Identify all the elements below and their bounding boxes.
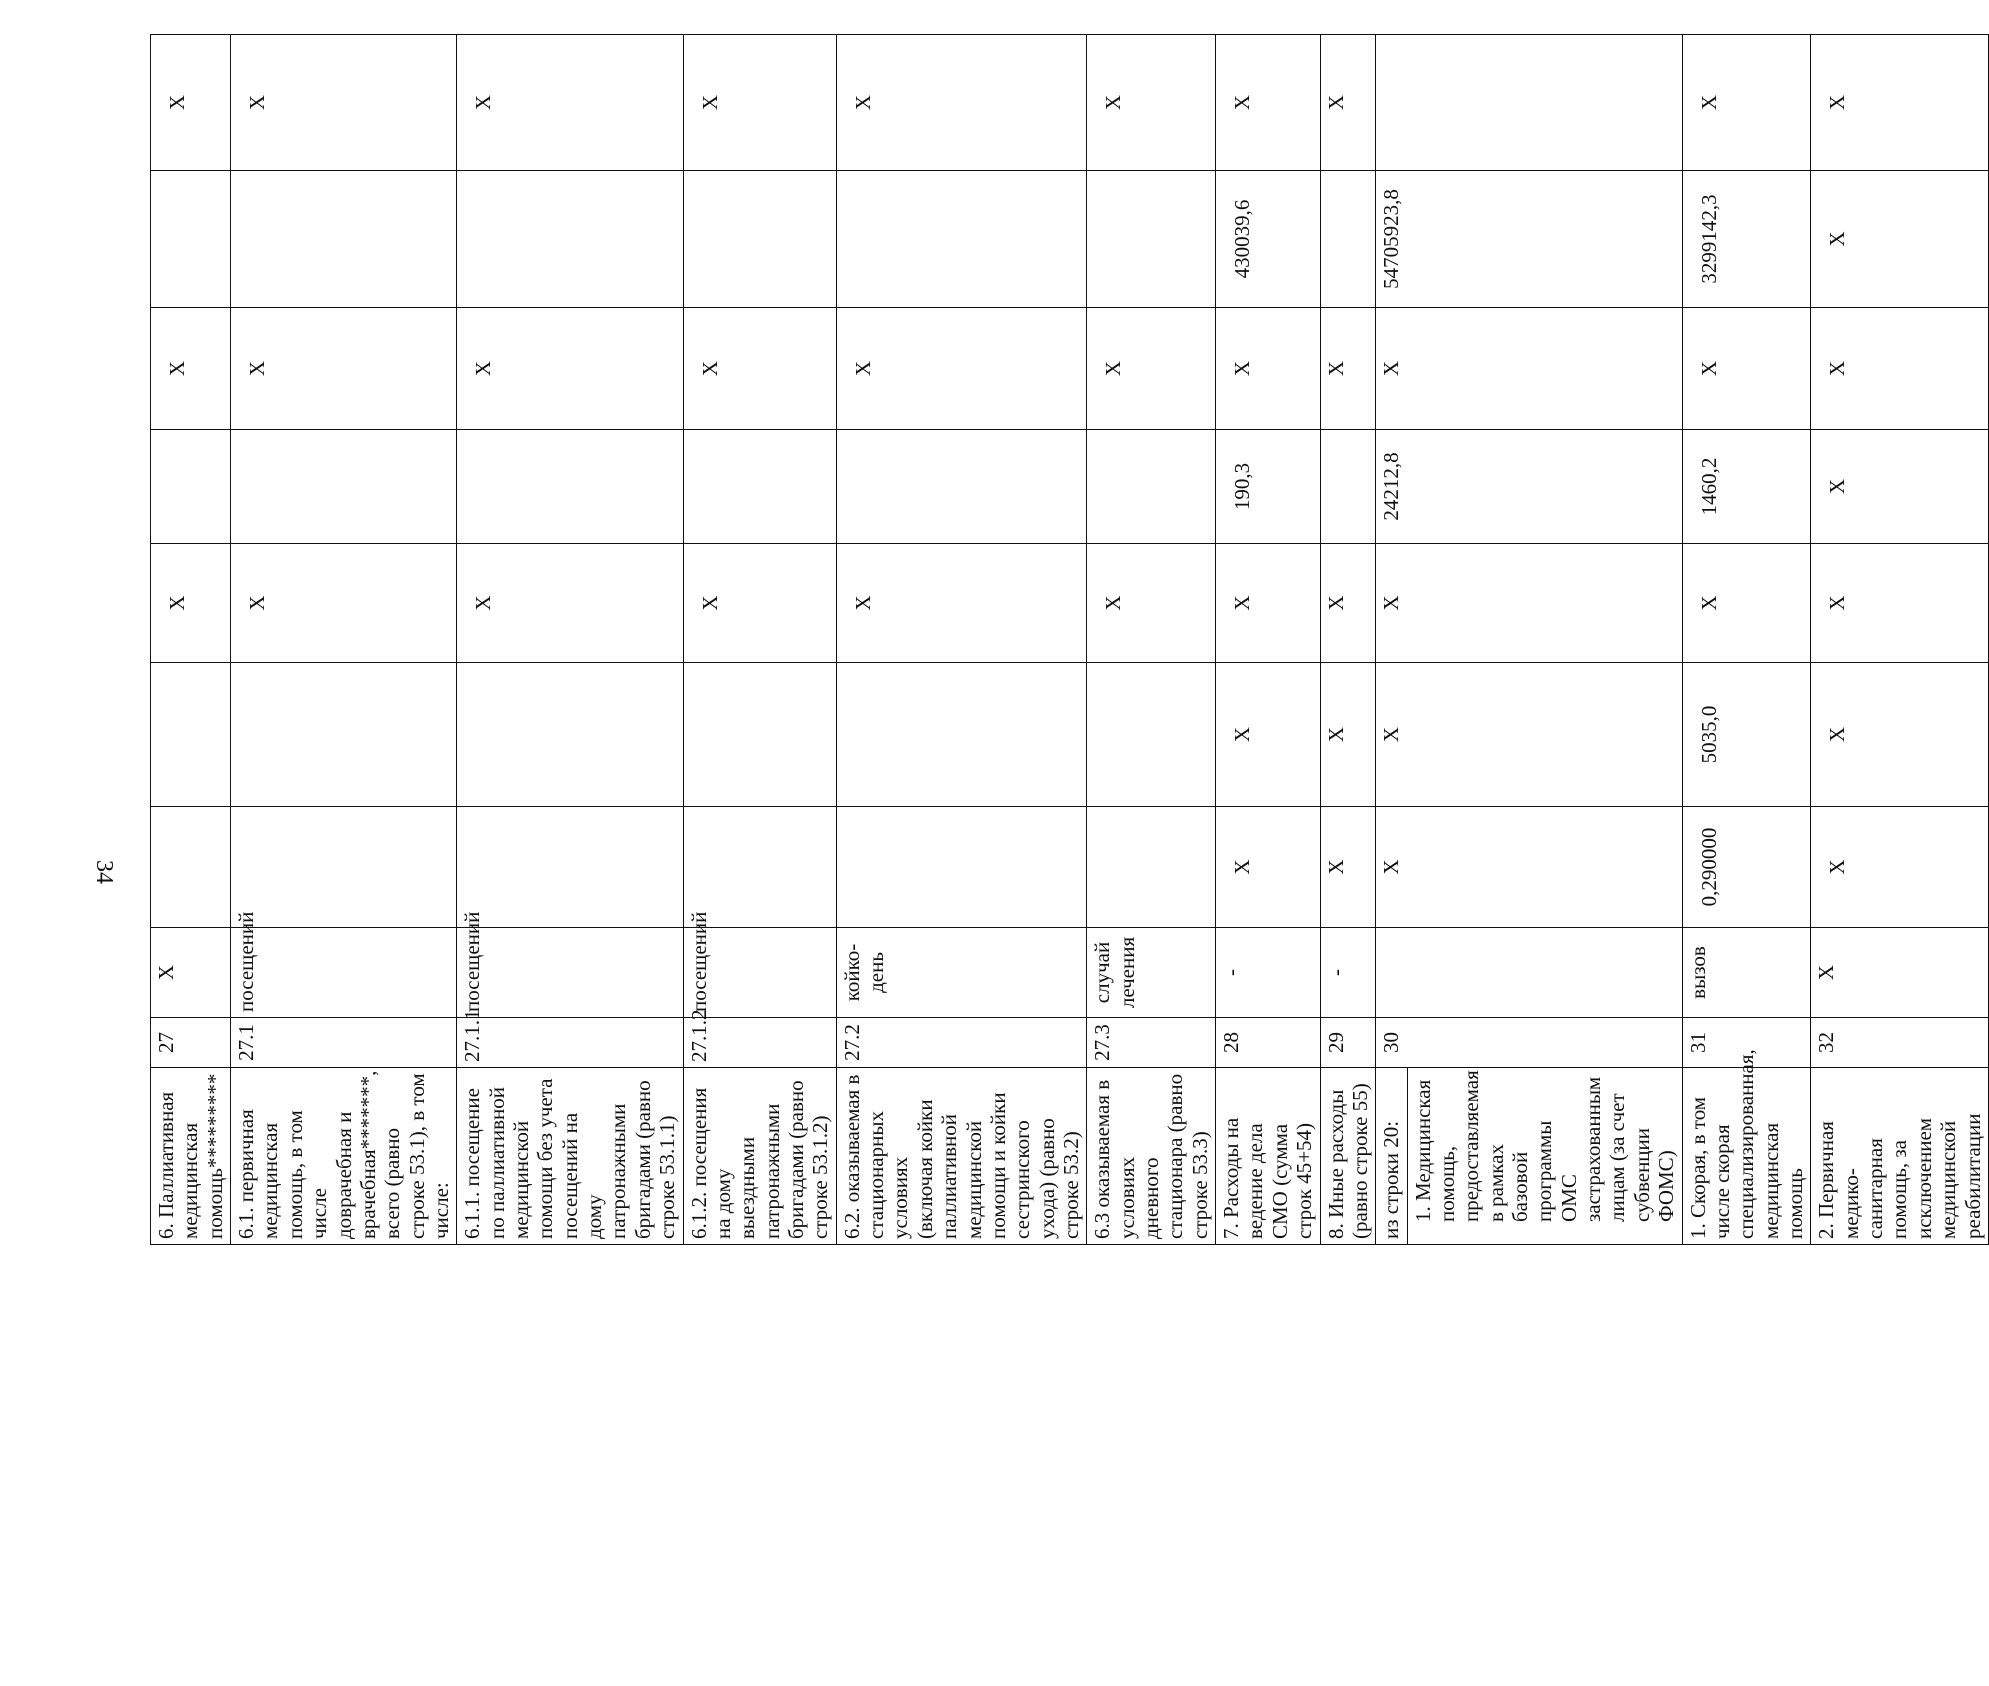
cell-c1	[683, 807, 836, 928]
cell-c5: Х	[1216, 308, 1320, 430]
cell-c7: Х	[836, 35, 1087, 171]
cell-c3: Х	[231, 544, 457, 663]
cell-c7: Х	[1216, 35, 1320, 171]
cell-c2	[231, 663, 457, 807]
cell-c7: Х	[1320, 35, 1376, 171]
cell-c2: 5035,0	[1682, 663, 1811, 807]
cell-c5: Х	[457, 308, 683, 430]
cell-c3: Х	[1216, 544, 1320, 663]
cell-c1: 0,290000	[1682, 807, 1811, 928]
table-row	[1811, 35, 1989, 1245]
cell-c2: Х	[1216, 663, 1320, 807]
row-code: 28	[1216, 1018, 1320, 1068]
row-code: 27.1.1	[457, 1018, 683, 1068]
cell-c2	[683, 663, 836, 807]
row-unit: Х	[1811, 928, 1989, 1018]
table-row	[1320, 35, 1376, 1245]
row-name-group	[1376, 1068, 1682, 1245]
row-code: 27.2	[836, 1018, 1087, 1068]
table-row	[457, 35, 683, 1245]
row-unit: случай лечения	[1087, 928, 1216, 1018]
cell-c1: Х	[1811, 807, 1989, 928]
cell-c4	[1087, 430, 1216, 544]
cell-c4: 190,3	[1216, 430, 1320, 544]
cell-c7	[1376, 35, 1682, 171]
row-name: 2. Первичная медико-санитарная помощь, за исключением медицинской реабилитации	[1811, 1068, 1989, 1245]
table-row	[683, 35, 836, 1245]
cell-c2: Х	[1320, 663, 1376, 807]
cell-c6	[1320, 171, 1376, 308]
row-unit	[1376, 928, 1682, 1018]
cell-c1	[231, 807, 457, 928]
cell-c6: Х	[1811, 171, 1989, 308]
cell-c5: Х	[1811, 308, 1989, 430]
cell-c4: 1460,2	[1682, 430, 1811, 544]
cell-c6	[1087, 171, 1216, 308]
cell-c4	[1320, 430, 1376, 544]
cell-c5: Х	[231, 308, 457, 430]
row-name: 1. Скорая, в том числе скорая специализированная, медицинская помощь	[1682, 1068, 1811, 1245]
row-code: 27	[151, 1018, 231, 1068]
financing-table	[150, 34, 1989, 1245]
table-row	[151, 35, 231, 1245]
row-unit: посещений	[231, 928, 457, 1018]
row-code: 32	[1811, 1018, 1989, 1068]
cell-c2	[151, 663, 231, 807]
row-code: 31	[1682, 1018, 1811, 1068]
cell-c6	[683, 171, 836, 308]
cell-c7: Х	[151, 35, 231, 171]
cell-c5: Х	[836, 308, 1087, 430]
cell-c1	[151, 807, 231, 928]
row-name: 6.2. оказываемая в стационарных условиях (включая койки паллиативной медицинской помощи и койки сестринского ухода) (равно строке 53.2)	[836, 1068, 1087, 1245]
cell-c5: Х	[683, 308, 836, 430]
cell-c1: Х	[1320, 807, 1376, 928]
cell-c7: Х	[1682, 35, 1811, 171]
row-name: 6.1.2. посещения на дому выездными патронажными бригадами (равно строке 53.1.2)	[683, 1068, 836, 1245]
table-row	[1216, 35, 1320, 1245]
cell-c4	[231, 430, 457, 544]
cell-c3: Х	[1811, 544, 1989, 663]
cell-c3: Х	[1320, 544, 1376, 663]
row-code: 27.1	[231, 1018, 457, 1068]
row-unit: посещений	[457, 928, 683, 1018]
cell-c5: Х	[1376, 308, 1682, 430]
cell-c6	[151, 171, 231, 308]
cell-c7: Х	[231, 35, 457, 171]
cell-c7: Х	[683, 35, 836, 171]
cell-c1	[457, 807, 683, 928]
row-name: 6. Паллиативная медицинская помощь*********	[151, 1068, 231, 1245]
cell-c1: Х	[1376, 807, 1682, 928]
cell-c5: Х	[1087, 308, 1216, 430]
row-name-sub: 1. Медицинская помощь, предоставляемая в рамках базовой программы ОМС застрахованным лицам (за счет субвенции ФОМС)	[1410, 1070, 1679, 1222]
cell-c7: Х	[1087, 35, 1216, 171]
cell-c3: Х	[1376, 544, 1682, 663]
cell-c2: Х	[1811, 663, 1989, 807]
row-unit: вызов	[1682, 928, 1811, 1018]
cell-c6: 430039,6	[1216, 171, 1320, 308]
table-row	[836, 35, 1087, 1245]
cell-c4	[683, 430, 836, 544]
cell-c7: Х	[1811, 35, 1989, 171]
row-name: 7. Расходы на ведение дела СМО (сумма строк 45+54)	[1216, 1068, 1320, 1245]
table-row	[1376, 35, 1682, 1245]
cell-c4	[151, 430, 231, 544]
cell-c6	[231, 171, 457, 308]
cell-c2	[457, 663, 683, 807]
row-unit: посещений	[683, 928, 836, 1018]
row-name: 6.1. первичная медицинская помощь, в том числе доврачебная и врачебная*******, всего (равно строке 53.1), в том числе:	[231, 1068, 457, 1245]
rotated-table-container	[150, 35, 1985, 1245]
cell-c3: Х	[151, 544, 231, 663]
row-unit: койко-день	[836, 928, 1087, 1018]
row-name-heading: из строки 20:	[1376, 1068, 1407, 1244]
cell-c1	[1087, 807, 1216, 928]
row-name: 6.3 оказываемая в условиях дневного стационара (равно строке 53.3)	[1087, 1068, 1216, 1245]
row-unit: -	[1320, 928, 1376, 1018]
row-code: 27.1.2	[683, 1018, 836, 1068]
page-number: 34	[91, 860, 117, 884]
row-code: 30	[1376, 1018, 1682, 1068]
table-row	[231, 35, 457, 1245]
cell-c4: Х	[1811, 430, 1989, 544]
cell-c6	[836, 171, 1087, 308]
cell-c3: Х	[836, 544, 1087, 663]
cell-c7: Х	[457, 35, 683, 171]
cell-c1: Х	[1216, 807, 1320, 928]
cell-c6	[457, 171, 683, 308]
table-row	[1087, 35, 1216, 1245]
row-unit: -	[1216, 928, 1320, 1018]
cell-c1	[836, 807, 1087, 928]
cell-c2	[836, 663, 1087, 807]
cell-c2	[1087, 663, 1216, 807]
cell-c3: Х	[1682, 544, 1811, 663]
table-row	[1682, 35, 1811, 1245]
cell-c4	[836, 430, 1087, 544]
row-name: 6.1.1. посещение по паллиативной медицинской помощи без учета посещений на дому патронажными бригадами (равно строке 53.1.1)	[457, 1068, 683, 1245]
cell-c6: 3299142,3	[1682, 171, 1811, 308]
cell-c6: 54705923,8	[1376, 171, 1682, 308]
cell-c5: Х	[1682, 308, 1811, 430]
row-code: 27.3	[1087, 1018, 1216, 1068]
cell-c4	[457, 430, 683, 544]
cell-c3: Х	[457, 544, 683, 663]
cell-c2: Х	[1376, 663, 1682, 807]
cell-c3: Х	[1087, 544, 1216, 663]
row-name: 8. Иные расходы (равно строке 55)	[1320, 1068, 1376, 1245]
row-unit: Х	[151, 928, 231, 1018]
cell-c4: 24212,8	[1376, 430, 1682, 544]
row-code: 29	[1320, 1018, 1376, 1068]
cell-c5: Х	[151, 308, 231, 430]
cell-c3: Х	[683, 544, 836, 663]
cell-c5: Х	[1320, 308, 1376, 430]
